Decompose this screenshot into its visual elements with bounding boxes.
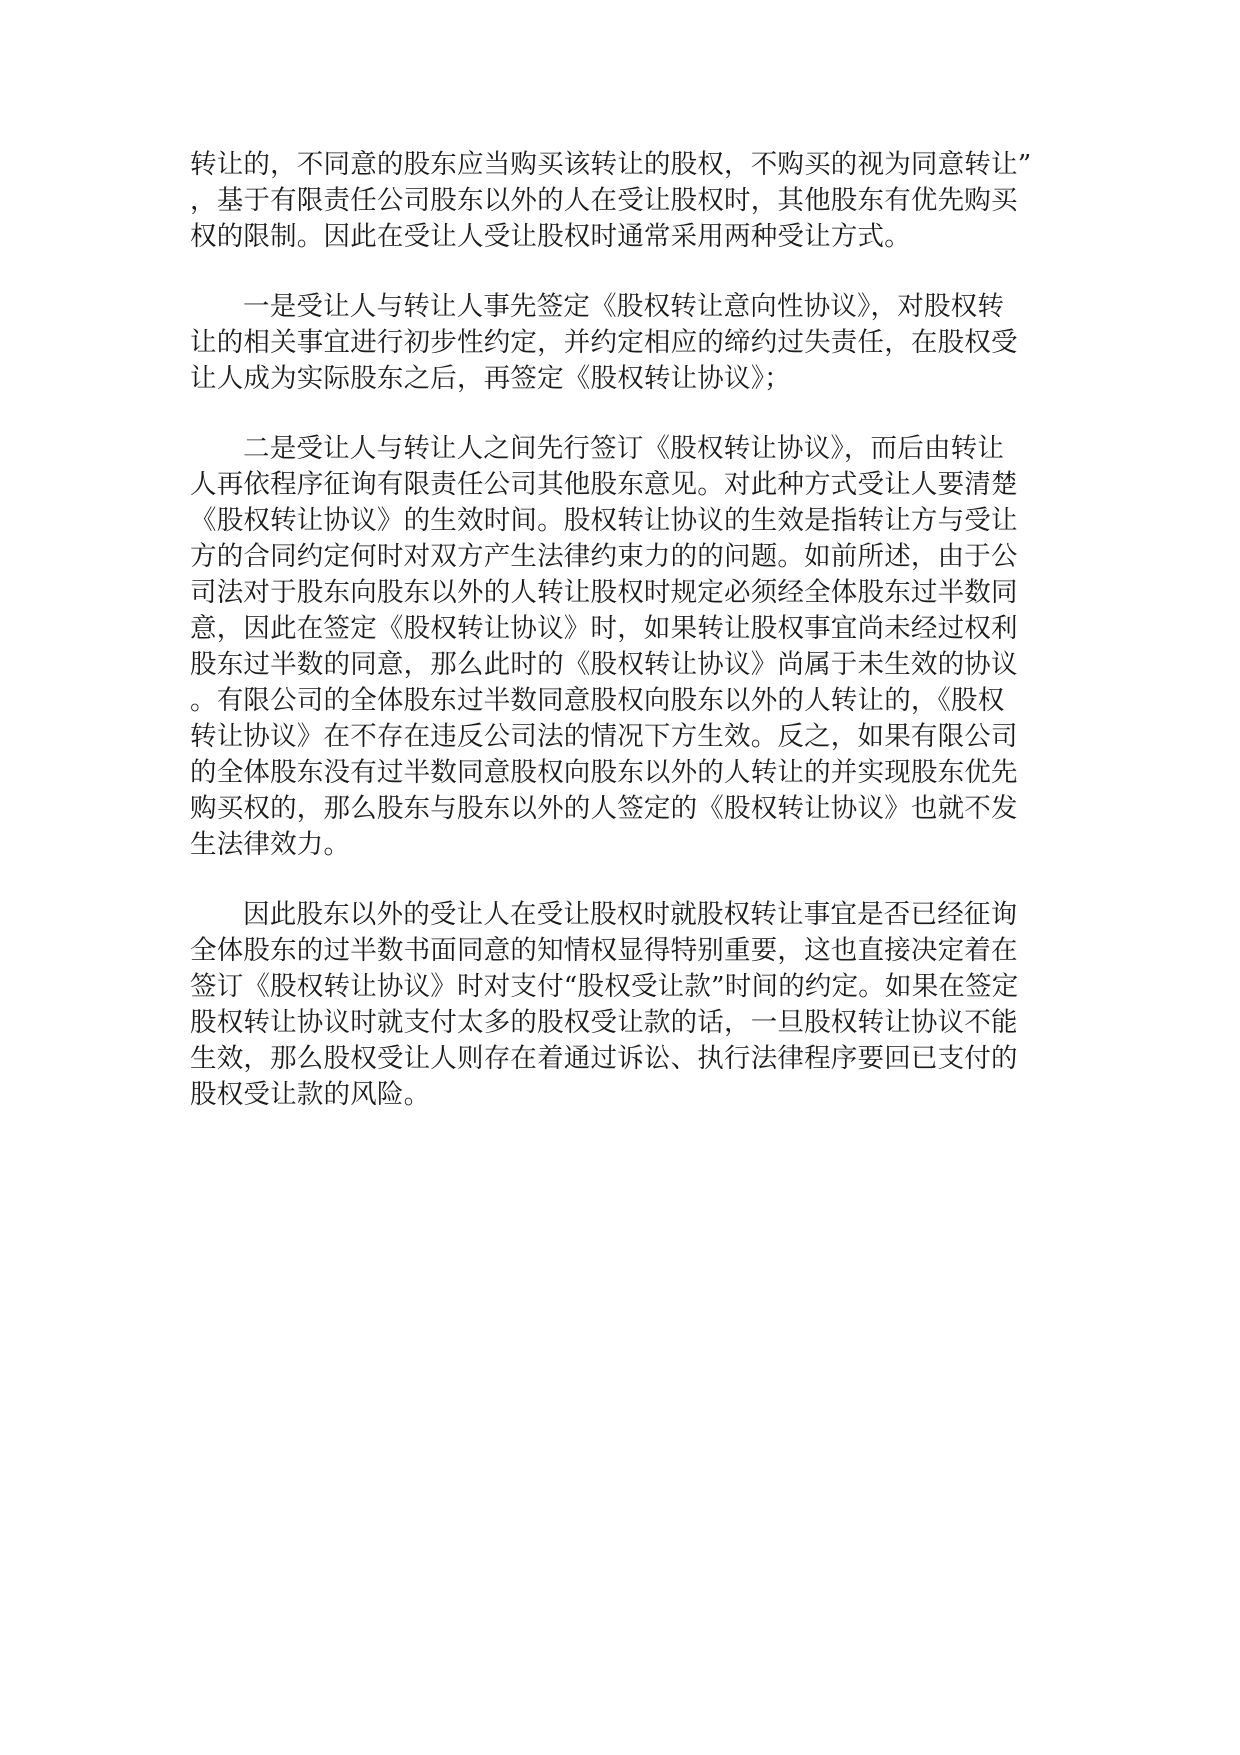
text-line: 生法律效力。 (190, 829, 351, 860)
text-line: 让的相关事宜进行初步性约定，并约定相应的缔约过失责任，在股权受 (190, 327, 1018, 358)
paragraph-1 (190, 147, 1060, 255)
text-line: 因此股东以外的受让人在受让股权时就股权转让事宜是否已经征询 (243, 899, 1018, 930)
text-line: 转让的，不同意的股东应当购买该转让的股权，不购买的视为同意转让” (190, 149, 1032, 180)
text-line: 《股权转让协议》的生效时间。股权转让协议的生效是指转让方与受让 (190, 505, 1018, 536)
paragraph-3 (190, 431, 1060, 863)
paragraph-4 (190, 897, 1060, 1113)
text-line: 的全体股东没有过半数同意股权向股东以外的人转让的并实现股东优先 (190, 757, 1018, 788)
paragraph-2 (190, 289, 1060, 397)
text-line: 股东过半数的同意，那么此时的《股权转让协议》尚属于未生效的协议 (190, 649, 1018, 680)
text-line: 签订《股权转让协议》时对支付“股权受让款”时间的约定。如果在签定 (190, 971, 1019, 1002)
text-line: 股权转让协议时就支付太多的股权受让款的话，一旦股权转让协议不能 (190, 1007, 1018, 1038)
text-line: ，基于有限责任公司股东以外的人在受让股权时，其他股东有优先购买 (190, 185, 1018, 216)
text-line: 全体股东的过半数书面同意的知情权显得特别重要，这也直接决定着在 (190, 935, 1018, 966)
text-line: 方的合同约定何时对双方产生法律约束力的的问题。如前所述，由于公 (190, 541, 1018, 572)
text-line: 转让协议》在不存在违反公司法的情况下方生效。反之，如果有限公司 (190, 721, 1018, 752)
text-line: 生效，那么股权受让人则存在着通过诉讼、执行法律程序要回已支付的 (190, 1043, 1018, 1074)
text-line: 股权受让款的风险。 (190, 1079, 431, 1110)
text-line: 权的限制。因此在受让人受让股权时通常采用两种受让方式。 (190, 221, 911, 252)
text-line: 意，因此在签定《股权转让协议》时，如果转让股权事宜尚未经过权利 (190, 613, 1018, 644)
text-line: 司法对于股东向股东以外的人转让股权时规定必须经全体股东过半数同 (190, 577, 1018, 608)
text-line: 人再依程序征询有限责任公司其他股东意见。对此种方式受让人要清楚 (190, 469, 1018, 500)
document-body (190, 147, 1060, 1147)
text-line: 二是受让人与转让人之间先行签订《股权转让协议》，而后由转让 (243, 433, 1005, 464)
text-line: 一是受让人与转让人事先签定《股权转让意向性协议》，对股权转 (243, 291, 1005, 322)
text-line: 购买权的，那么股东与股东以外的人签定的《股权转让协议》也就不发 (190, 793, 1018, 824)
text-line: 。有限公司的全体股东过半数同意股权向股东以外的人转让的，《股权 (190, 685, 1005, 716)
text-line: 让人成为实际股东之后，再签定《股权转让协议》； (190, 363, 791, 394)
